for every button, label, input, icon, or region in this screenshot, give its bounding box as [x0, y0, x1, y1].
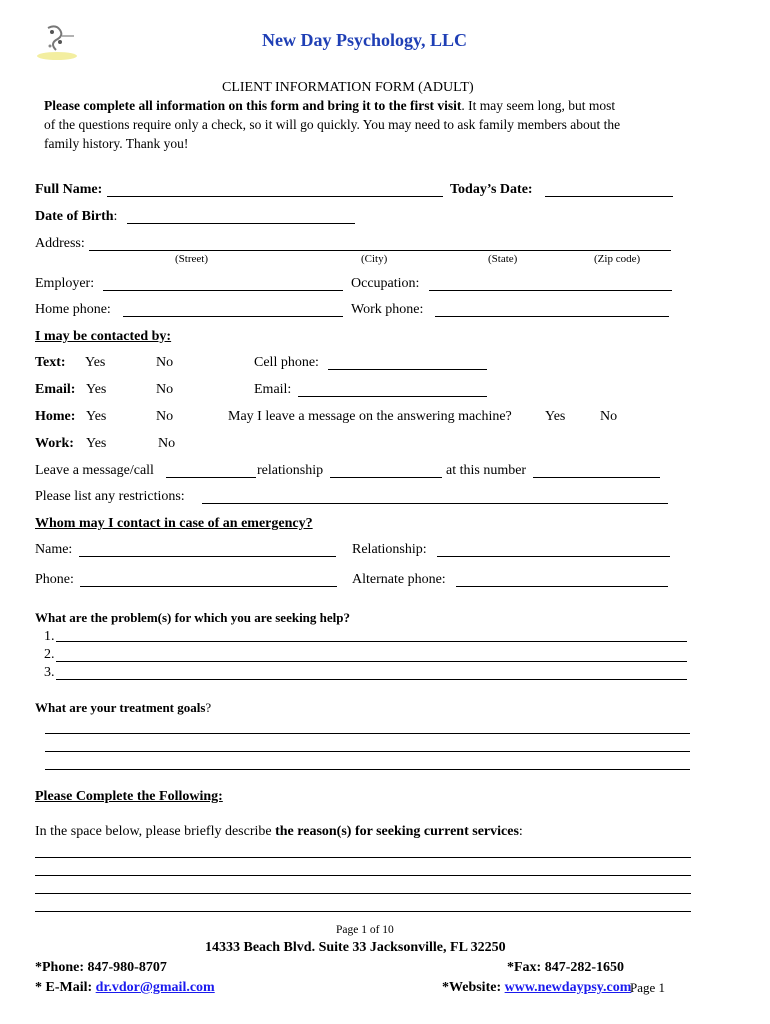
- complete-heading: Please Complete the Following:: [35, 789, 223, 804]
- footer-address: 14333 Beach Blvd. Suite 33 Jacksonville, FL 32250: [205, 940, 506, 955]
- page-number: Page 1 of 10: [336, 924, 394, 936]
- home-yes[interactable]: Yes: [86, 409, 107, 424]
- relationship-label: relationship: [257, 463, 324, 478]
- restrictions-label: Please list any restrictions:: [35, 489, 185, 504]
- work-phone-input[interactable]: [435, 316, 669, 317]
- emergency-name-input[interactable]: [79, 556, 336, 557]
- home-phone-input[interactable]: [123, 316, 343, 317]
- emergency-phone-input[interactable]: [80, 586, 337, 587]
- reasons-input-2[interactable]: [35, 875, 691, 876]
- goals-input-3[interactable]: [45, 769, 690, 770]
- street-caption: (Street): [175, 253, 208, 265]
- occupation-input[interactable]: [429, 290, 672, 291]
- reasons-input-4[interactable]: [35, 911, 691, 912]
- emergency-phone-label: Phone:: [35, 572, 74, 587]
- problem-input-3[interactable]: [56, 679, 687, 680]
- email-yes[interactable]: Yes: [86, 382, 107, 397]
- todays-date-input[interactable]: [545, 196, 673, 197]
- city-caption: (City): [361, 253, 388, 265]
- website-link[interactable]: www.newdaypsy.com: [504, 980, 632, 995]
- text-yes[interactable]: Yes: [85, 355, 106, 370]
- address-input[interactable]: [89, 250, 671, 251]
- at-this-number-label: at this number: [446, 463, 527, 478]
- emergency-relationship-label: Relationship:: [352, 542, 427, 557]
- work-yes[interactable]: Yes: [86, 436, 107, 451]
- state-caption: (State): [488, 253, 518, 265]
- company-name: New Day Psychology, LLC: [262, 30, 468, 50]
- problem-number-3: 3.: [44, 665, 55, 680]
- footer-website: *Website: www.newdaypsy.com: [442, 980, 632, 995]
- intro-line-2: of the questions require only a check, so it will go quickly. You may need to ask family members about the: [44, 117, 621, 132]
- relationship-input[interactable]: [330, 477, 442, 478]
- email-no[interactable]: No: [156, 382, 174, 397]
- goals-question: What are your treatment goals?: [35, 700, 212, 715]
- problem-number-2: 2.: [44, 647, 55, 662]
- at-this-number-input[interactable]: [533, 477, 660, 478]
- form-title: CLIENT INFORMATION FORM (ADULT): [222, 80, 474, 95]
- email-field-label: Email:: [254, 382, 292, 397]
- leave-message-label: Leave a message/call: [35, 463, 154, 478]
- emergency-relationship-input[interactable]: [437, 556, 670, 557]
- work-no[interactable]: No: [158, 436, 176, 451]
- full-name-input[interactable]: [107, 196, 443, 197]
- dob-label: Date of Birth:: [35, 209, 118, 224]
- cell-phone-input[interactable]: [328, 369, 487, 370]
- zip-caption: (Zip code): [594, 253, 641, 265]
- cell-phone-label: Cell phone:: [254, 355, 319, 370]
- machine-question: May I leave a message on the answering machine?: [228, 409, 512, 424]
- problem-input-1[interactable]: [56, 641, 687, 642]
- occupation-label: Occupation:: [351, 276, 420, 291]
- intro-line-3: family history. Thank you!: [44, 136, 189, 151]
- text-label: Text:: [35, 355, 66, 370]
- text-no[interactable]: No: [156, 355, 174, 370]
- emergency-heading: Whom may I contact in case of an emergency?: [35, 516, 313, 531]
- contact-heading: I may be contacted by:: [35, 329, 172, 344]
- emergency-name-label: Name:: [35, 542, 73, 557]
- alternate-phone-input[interactable]: [456, 586, 668, 587]
- work-phone-label: Work phone:: [351, 302, 424, 317]
- problems-question: What are the problem(s) for which you are seeking help?: [35, 610, 351, 625]
- employer-label: Employer:: [35, 276, 95, 291]
- work-label: Work:: [35, 436, 74, 451]
- intro-line-1: Please complete all information on this form and bring it to the first visit. It may seem long, but most: [44, 98, 616, 113]
- footer-phone: *Phone: 847-980-8707: [35, 960, 167, 975]
- full-name-label: Full Name:: [35, 182, 103, 197]
- goals-input-1[interactable]: [45, 733, 690, 734]
- email-label: Email:: [35, 382, 76, 397]
- home-no[interactable]: No: [156, 409, 174, 424]
- machine-yes[interactable]: Yes: [545, 409, 566, 424]
- home-label: Home:: [35, 409, 76, 424]
- alternate-phone-label: Alternate phone:: [352, 572, 446, 587]
- reasons-input-3[interactable]: [35, 893, 691, 894]
- reasons-input-1[interactable]: [35, 857, 691, 858]
- restrictions-input[interactable]: [202, 503, 668, 504]
- todays-date-label: Today’s Date:: [450, 182, 533, 197]
- address-label: Address:: [35, 236, 85, 251]
- goals-input-2[interactable]: [45, 751, 690, 752]
- employer-input[interactable]: [103, 290, 343, 291]
- machine-no[interactable]: No: [600, 409, 618, 424]
- home-phone-label: Home phone:: [35, 302, 111, 317]
- leave-message-input[interactable]: [166, 477, 256, 478]
- problem-number-1: 1.: [44, 629, 55, 644]
- company-logo: [34, 22, 80, 62]
- reasons-description: In the space below, please briefly describe the reason(s) for seeking current services:: [35, 824, 523, 839]
- footer-page-label: Page 1: [630, 980, 666, 995]
- problem-input-2[interactable]: [56, 661, 687, 662]
- email-link[interactable]: dr.vdor@gmail.com: [95, 980, 215, 995]
- footer-fax: *Fax: 847-282-1650: [507, 960, 625, 975]
- footer-email: * E-Mail: dr.vdor@gmail.com: [35, 980, 215, 995]
- email-input[interactable]: [298, 396, 487, 397]
- dob-input[interactable]: [127, 223, 355, 224]
